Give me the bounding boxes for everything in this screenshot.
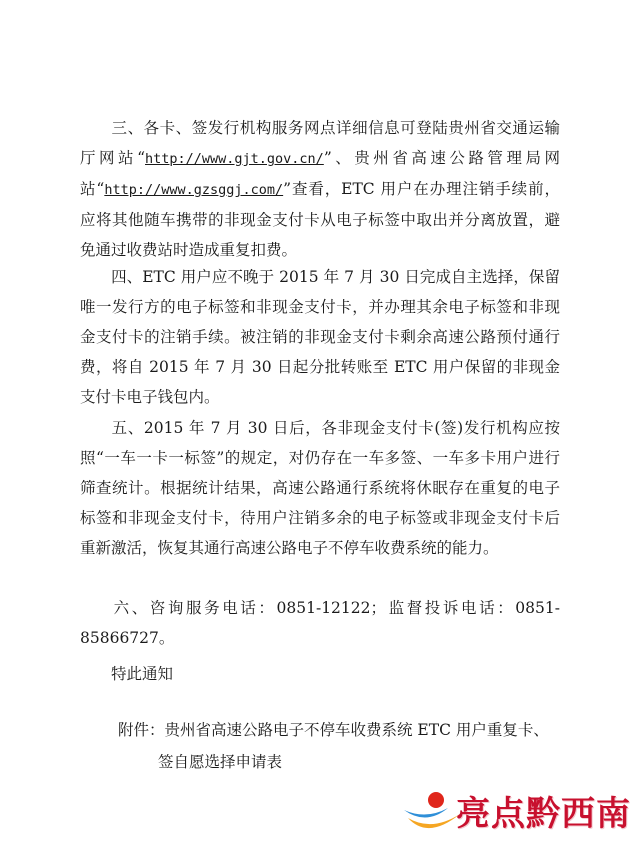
watermark-logo xyxy=(398,770,630,850)
attachment-line-1: 附件：贵州省高速公路电子不停车收费系统 ETC 用户重复卡、 xyxy=(118,721,549,739)
attachment-line-2: 签自愿选择申请表 xyxy=(158,753,283,771)
link-guizhou-highway-website[interactable]: http://www.gzsggj.com/ xyxy=(104,182,284,198)
paragraph-five-text: 五、2015 年 7 月 30 日后，各非现金支付卡(签)发行机构应按照“一车一卡一标签”的规定，对仍存在一车多签、一车多卡用户进行筛查统计。根据统计结果，高速公路通行系统将休眠存在重复的电子标签和非现金支付卡，待用户注销多余的电子标签或非现金支付卡后重新激活，恢复其通行高速公路电子不停车收费系统的能力。 xyxy=(80,419,560,557)
paragraph-three-text-mid: ”、贵州省高速公路管理局网站“ xyxy=(80,149,560,198)
closing-notice xyxy=(80,659,560,689)
paragraph-six xyxy=(80,593,560,653)
attachment-note xyxy=(118,714,578,778)
watermark-text: 亮点黔西南 xyxy=(456,794,631,834)
paragraph-three-text-end: ”查看，ETC 用户在办理注销手续前，应将其他随车携带的非现金支付卡从电子标签中取出并分离放置，避免通过收费站时造成重复扣费。 xyxy=(80,180,560,259)
closing-notice-text: 特此通知 xyxy=(111,665,174,683)
paragraph-four xyxy=(80,262,560,412)
paragraph-three xyxy=(80,113,560,265)
link-guizhou-transport-website[interactable]: http://www.gjt.gov.cn/ xyxy=(145,151,324,167)
paragraph-five xyxy=(80,413,560,563)
paragraph-three-text-start: 三、各卡、签发行机构服务网点详细信息可登陆贵州省交通运输厅网站“ xyxy=(80,119,560,167)
paragraph-six-text: 六、咨询服务电话：0851-12122；监督投诉电话：0851-85866727。 xyxy=(80,599,560,647)
paragraph-four-text: 四、ETC 用户应不晚于 2015 年 7 月 30 日完成自主选择，保留唯一发行方的电子标签和非现金支付卡，并办理其余电子标签和非现金支付卡的注销手续。被注销的非现金支付卡剩余高速公路预付通行费，将自 2015 年 7 月 30 日起分批转账至 ETC 用户保留的非现金支付卡电子钱包内。 xyxy=(80,268,560,406)
